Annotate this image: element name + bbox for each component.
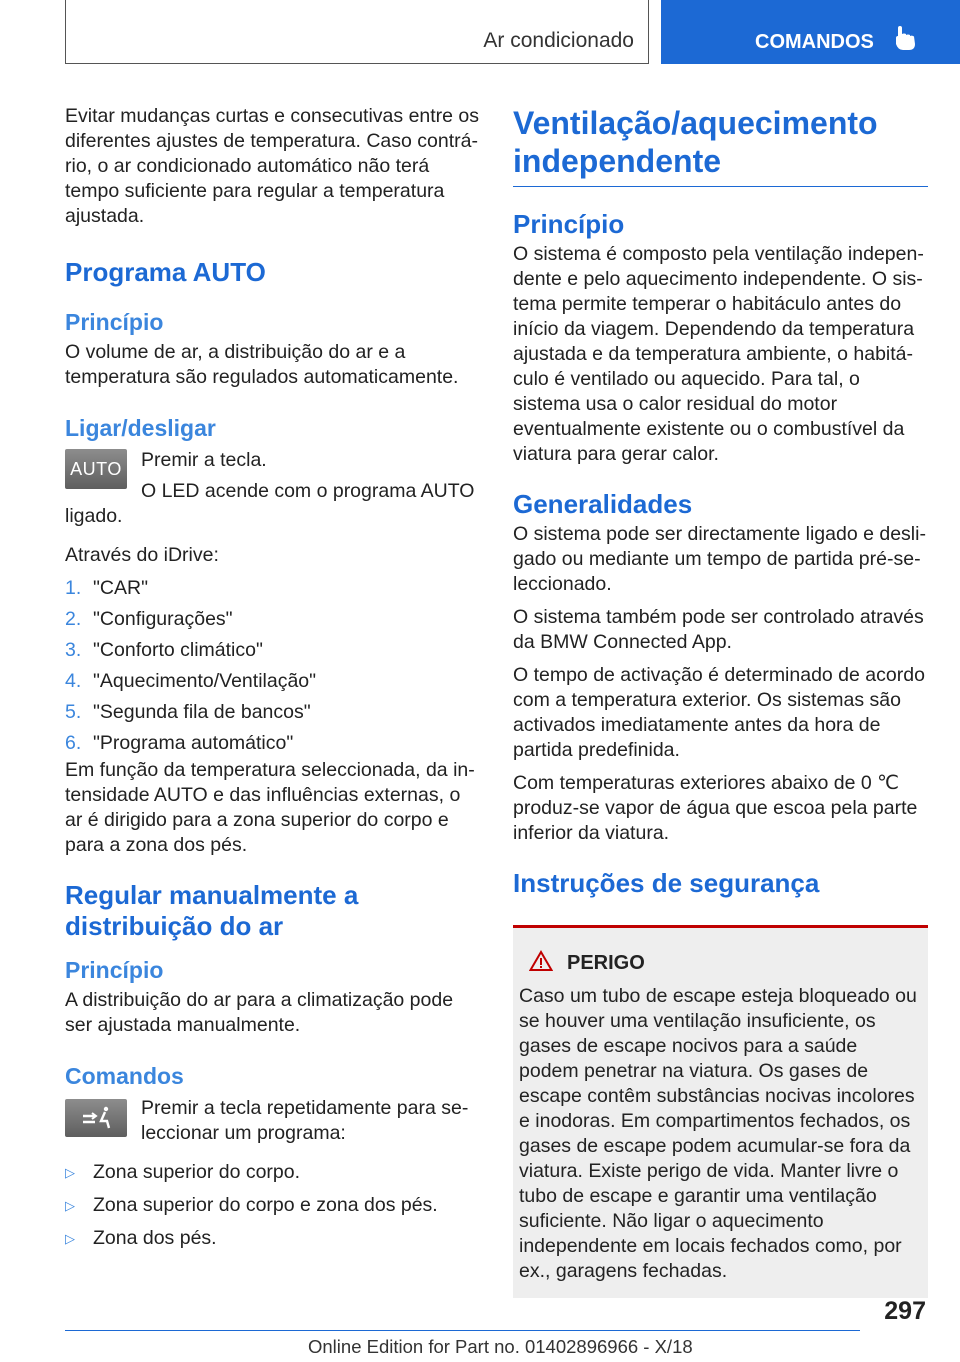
chapter-label: COMANDOS <box>755 31 874 53</box>
heading-ventilacao-aquecimento: Ventilação/aquecimento independente <box>513 105 878 179</box>
danger-warning-box <box>513 925 928 1298</box>
page-number: 297 <box>884 1297 926 1325</box>
distribution-options-list <box>65 1160 480 1259</box>
triangle-bullet-icon: ▷ <box>65 1231 75 1246</box>
list-item: 4. "Aquecimento/Ventilação" <box>65 670 317 692</box>
triangle-bullet-icon: ▷ <box>65 1198 75 1213</box>
list-item: 2. "Configurações" <box>65 608 233 630</box>
list-item: 6. "Programa automático" <box>65 732 294 754</box>
led-text: O LED acende com o programa AUTO ligado. <box>65 480 475 527</box>
list-item: ▷ Zona superior do corpo e zona dos pés. <box>65 1194 438 1216</box>
premir-repetidamente-text: Premir a tecla repetidamente para seleccionar um programa: <box>141 1097 469 1144</box>
section-title: Ar condicionado <box>483 29 634 52</box>
left-column <box>65 104 480 1259</box>
heading-instrucoes-seguranca: Instruções de segurança <box>513 868 820 898</box>
generalidades-paragraph-2: O sistema também pode ser controlado através da BMW Connected App. <box>513 606 924 653</box>
air-distribution-icon <box>65 1099 127 1137</box>
online-edition-text: Online Edition for Part no. 01402896966 - X/18 <box>308 1336 693 1357</box>
heading-regular-manualmente: Regular manualmente a distribuição do ar <box>65 880 359 941</box>
list-item: 5. "Segunda fila de bancos" <box>65 701 311 723</box>
heading-principio-right: Princípio <box>513 209 625 239</box>
idrive-steps-list <box>65 576 480 758</box>
generalidades-paragraph-1: O sistema pode ser directamente ligado e desligado ou mediante um tempo de partida pré-seleccionado. <box>513 523 926 595</box>
principio-right-paragraph: O sistema é composto pela ventilação independente e pelo aquecimento independente. O sistema permite temperar o habitáculo antes do início da viagem. Dependendo da temperatura ajustada e da temperatura ambiente, o habitáculo é ventilado ou aquecido. Para tal, o sistema usa o calor residual do motor eventualmente existente ou o combustível da viatura para gerar calor. <box>513 243 924 465</box>
hand-pointer-icon <box>894 24 918 57</box>
warning-triangle-icon <box>529 950 553 972</box>
footer-rule <box>65 1330 860 1331</box>
list-item: ▷ Zona superior do corpo. <box>65 1161 301 1183</box>
triangle-bullet-icon: ▷ <box>65 1165 75 1180</box>
warning-title-row <box>519 950 922 976</box>
warning-text: Caso um tubo de escape esteja bloqueado ou se houver uma ventilação insuficiente, os gases de escape nocivos para a saúde podem penetrar na viatura. Os gases de escape contêm substâncias nocivas incolores e inodoras. Em compartimentos fechados, os gases de escape podem acumular-se fora da viatura. Existe perigo de vida. Manter livre o tubo de escape e garantir uma ventilação suficiente. Não ligar o aquecimento independente em locais fechados como, por ex., garagens fechadas. <box>519 985 917 1282</box>
premir-tecla-text: Premir a tecla. <box>141 449 267 471</box>
heading-principio: Princípio <box>65 309 164 335</box>
heading-ligar-desligar: Ligar/desligar <box>65 415 216 441</box>
distribution-key-block <box>65 1096 480 1146</box>
principio-paragraph: O volume de ar, a distribuição do ar e a temperatura são regulados automaticamente. <box>65 341 459 388</box>
heading-principio-2: Princípio <box>65 957 164 983</box>
list-item: ▷ Zona dos pés. <box>65 1227 217 1249</box>
generalidades-paragraph-3: O tempo de activação é determinado de acordo com a temperatura exterior. Os sistemas são activados imediatamente antes da hora de partida predefinida. <box>513 664 925 761</box>
principio2-paragraph: A distribuição do ar para a climatização pode ser ajustada manualmente. <box>65 989 454 1036</box>
heading-comandos: Comandos <box>65 1063 184 1089</box>
air-distribution-button-image <box>65 1099 127 1137</box>
list-item: 1. "CAR" <box>65 577 149 599</box>
header-section-box <box>65 0 649 64</box>
warning-title: PERIGO <box>567 952 645 974</box>
right-column <box>513 104 928 1298</box>
heading-generalidades: Generalidades <box>513 489 693 519</box>
chapter-tab[interactable] <box>661 0 960 64</box>
atraves-idrive-text: Através do iDrive: <box>65 544 219 566</box>
auto-key-block <box>65 448 480 529</box>
auto-button-image: AUTO <box>65 449 127 489</box>
intro-paragraph: Evitar mudanças curtas e consecutivas entre os diferentes ajustes de temperatura. Caso contrário, o ar condicionado automático não terá tempo suficiente para regular a temperatura ajustada. <box>65 105 480 227</box>
list-item: 3. "Conforto climático" <box>65 639 263 661</box>
heading-programa-auto: Programa AUTO <box>65 257 266 287</box>
generalidades-paragraph-4: Com temperaturas exteriores abaixo de 0 ℃ produz-se vapor de água que escoa pela parte inferior da viatura. <box>513 772 918 844</box>
funcao-paragraph: Em função da temperatura seleccionada, da intensidade AUTO e das influências externas, o ar é dirigido para a zona superior do corpo e para a zona dos pés. <box>65 759 475 856</box>
